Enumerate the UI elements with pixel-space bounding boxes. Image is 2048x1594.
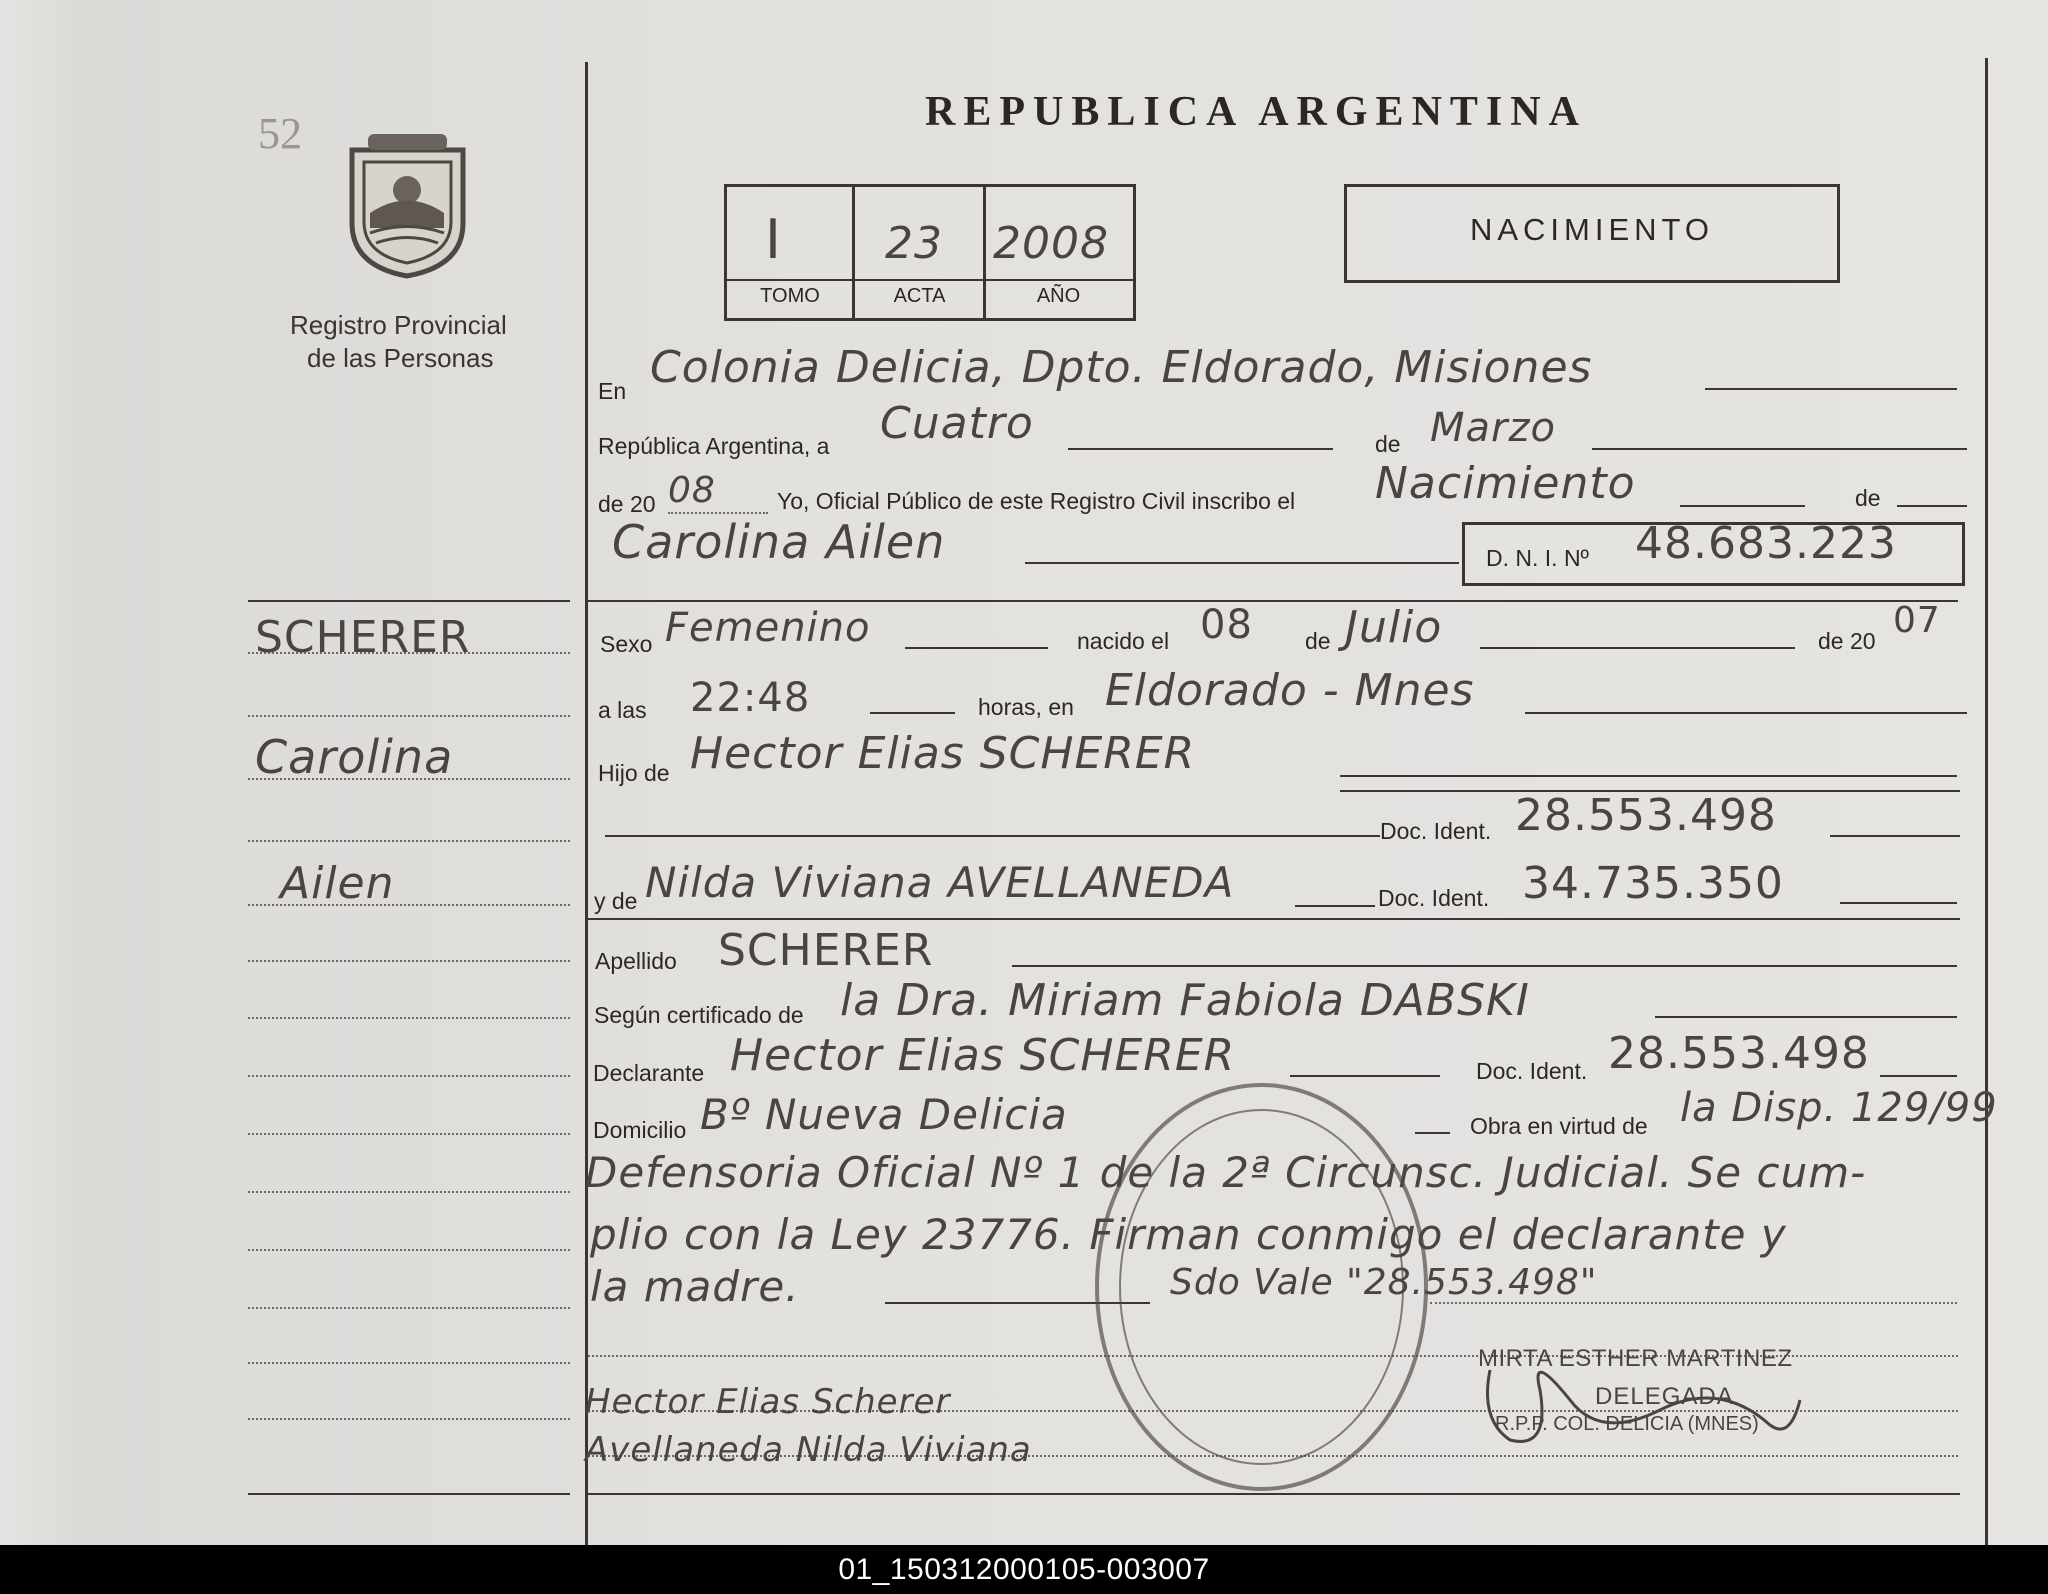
registry-name-line-1: Registro Provincial xyxy=(290,310,507,340)
document-id-footer xyxy=(0,1545,2048,1594)
margin-rule-3 xyxy=(248,778,570,780)
year-rule xyxy=(668,512,768,514)
margin-rule-4 xyxy=(248,840,570,842)
birth-place-rule xyxy=(1525,712,1967,714)
label-hijo-de: Hijo de xyxy=(598,760,670,786)
dni: 48.683.223 xyxy=(1635,518,1897,569)
section-rule-1 xyxy=(588,600,1958,602)
acta-value: 23 xyxy=(885,218,943,269)
father-doc: 28.553.498 xyxy=(1515,790,1777,841)
record-id-divider-2 xyxy=(983,184,986,318)
official-role: DELEGADA xyxy=(1595,1383,1734,1410)
notes-line-1: Defensoria Oficial Nº 1 de la 2ª Circunsc. Judicial. Se cum- xyxy=(585,1148,1867,1197)
label-y-de: y de xyxy=(594,888,638,914)
place: Colonia Delicia, Dpto. Eldorado, Misiones xyxy=(650,342,1593,393)
father: Hector Elias SCHERER xyxy=(690,728,1196,779)
margin-rule-2 xyxy=(248,715,570,717)
margin-rule-5 xyxy=(248,904,570,906)
label-obra: Obra en virtud de xyxy=(1470,1113,1648,1139)
declarant-rule xyxy=(1290,1075,1440,1077)
sex-rule xyxy=(905,647,1048,649)
margin-rule-6 xyxy=(248,960,570,962)
father-doc-left-rule xyxy=(605,835,1380,837)
acta-label: ACTA xyxy=(893,285,946,307)
certificate-by: la Dra. Miriam Fabiola DABSKI xyxy=(840,975,1530,1026)
label-sexo: Sexo xyxy=(600,631,653,657)
margin-rule-14 xyxy=(248,1418,570,1420)
record-id-label-rule xyxy=(724,279,1133,281)
stamp-inner-ring xyxy=(1119,1109,1404,1465)
month-rule xyxy=(1592,448,1967,450)
margin-rule-12 xyxy=(248,1307,570,1309)
anio-label: AÑO xyxy=(1036,285,1081,307)
notes-line-3: la madre. xyxy=(590,1262,800,1311)
registry-name-line-2: de las Personas xyxy=(307,343,494,373)
margin-rule-7 xyxy=(248,1017,570,1019)
tomo-value: I xyxy=(765,208,782,271)
right-border xyxy=(1985,58,1988,1545)
birth-year-suffix: 07 xyxy=(1893,600,1941,641)
declarant-doc: 28.553.498 xyxy=(1608,1028,1870,1079)
surname: SCHERER xyxy=(718,925,934,976)
header-title: REPUBLICA ARGENTINA xyxy=(925,89,1587,135)
document-id: 01_150312000105-003007 xyxy=(838,1552,1210,1586)
child-name-rule xyxy=(1025,562,1459,564)
margin-second-name: Ailen xyxy=(280,858,395,909)
tomo-label: TOMO xyxy=(760,285,820,307)
birth-place: Eldorado - Mnes xyxy=(1105,665,1475,716)
provincial-seal-icon xyxy=(340,128,475,280)
birth-day: 08 xyxy=(1200,602,1253,648)
official-signature-mark xyxy=(1470,1330,1820,1460)
label-dni: D. N. I. Nº xyxy=(1486,545,1589,571)
father-rule xyxy=(1340,775,1957,777)
mother-doc-rule xyxy=(1840,902,1957,904)
annotation: Sdo Vale "28.553.498" xyxy=(1170,1262,1598,1303)
act-type-tail-rule xyxy=(1897,505,1967,507)
civil-registry-round-stamp xyxy=(1095,1083,1428,1491)
label-domicilio: Domicilio xyxy=(593,1117,687,1143)
father-doc-rule xyxy=(1830,835,1960,837)
center-divider xyxy=(585,62,588,1545)
label-de-2: de xyxy=(1855,485,1881,511)
mother: Nilda Viviana AVELLANEDA xyxy=(645,858,1235,907)
section-rule-2 xyxy=(588,918,1960,920)
year-suffix: 08 xyxy=(668,470,716,511)
label-en: En xyxy=(598,378,627,404)
bottom-rule xyxy=(588,1493,1960,1495)
child-name: Carolina Ailen xyxy=(612,515,946,569)
place-rule xyxy=(1705,388,1957,390)
birth-month: Julio xyxy=(1345,602,1443,653)
label-doc-ident-3: Doc. Ident. xyxy=(1476,1058,1588,1084)
label-a-las: a las xyxy=(598,697,647,723)
label-de-3: de xyxy=(1305,628,1331,654)
label-horas: horas, en xyxy=(978,694,1074,720)
record-id-divider-1 xyxy=(852,184,855,318)
record-type: NACIMIENTO xyxy=(1469,212,1715,247)
certificate-rule xyxy=(1655,1016,1957,1018)
label-doc-ident-2: Doc. Ident. xyxy=(1378,885,1490,911)
label-de-1: de xyxy=(1375,431,1401,457)
domicile-rule xyxy=(1415,1132,1450,1134)
official-office: R.P.P. COL. DELICIA (MNES) xyxy=(1495,1413,1759,1435)
margin-bottom-rule xyxy=(248,1493,570,1495)
time-rule xyxy=(870,712,955,714)
signature-mother: Avellaneda Nilda Viviana xyxy=(585,1430,1032,1470)
mother-doc: 34.735.350 xyxy=(1522,858,1784,909)
notes-line-2: plio con la Ley 23776. Firman conmigo el declarante y xyxy=(590,1210,1787,1259)
label-year-prefix: de 20 xyxy=(598,491,656,517)
domicile: Bº Nueva Delicia xyxy=(700,1090,1068,1139)
declarant: Hector Elias SCHERER xyxy=(730,1030,1236,1081)
margin-rule-8 xyxy=(248,1075,570,1077)
time: 22:48 xyxy=(690,675,811,721)
label-year-prefix-2: de 20 xyxy=(1818,628,1876,654)
margin-top-rule xyxy=(248,600,570,602)
month-text: Marzo xyxy=(1430,405,1556,451)
authority: la Disp. 129/99 xyxy=(1680,1085,1998,1131)
label-segun: Según certificado de xyxy=(594,1002,804,1028)
act-type: Nacimiento xyxy=(1375,458,1636,509)
sex: Femenino xyxy=(665,605,871,651)
day-text: Cuatro xyxy=(880,398,1034,449)
day-rule xyxy=(1068,448,1333,450)
page-number: 52 xyxy=(258,109,302,158)
label-doc-ident-1: Doc. Ident. xyxy=(1380,818,1492,844)
label-nacido: nacido el xyxy=(1077,628,1170,654)
declarant-doc-rule xyxy=(1880,1075,1957,1077)
margin-rule-13 xyxy=(248,1362,570,1364)
margin-rule-10 xyxy=(248,1191,570,1193)
mother-rule xyxy=(1295,905,1375,907)
act-type-rule xyxy=(1680,505,1805,507)
margin-first-name: Carolina xyxy=(255,730,454,784)
surname-rule xyxy=(1012,965,1957,967)
label-yo-oficial: Yo, Oficial Público de este Registro Civil inscribo el xyxy=(777,488,1296,514)
signature-father: Hector Elias Scherer xyxy=(585,1382,951,1422)
birth-month-rule xyxy=(1480,647,1795,649)
official-name: MIRTA ESTHER MARTINEZ xyxy=(1478,1345,1793,1372)
margin-rule-11 xyxy=(248,1249,570,1251)
margin-surname: SCHERER xyxy=(255,612,471,663)
anio-value: 2008 xyxy=(993,218,1109,269)
margin-rule-1 xyxy=(248,652,570,654)
label-declarante: Declarante xyxy=(593,1060,705,1086)
label-apellido: Apellido xyxy=(595,948,677,974)
margin-rule-9 xyxy=(248,1133,570,1135)
notes-rule-1 xyxy=(1430,1302,1957,1304)
label-republica: República Argentina, a xyxy=(598,433,830,459)
